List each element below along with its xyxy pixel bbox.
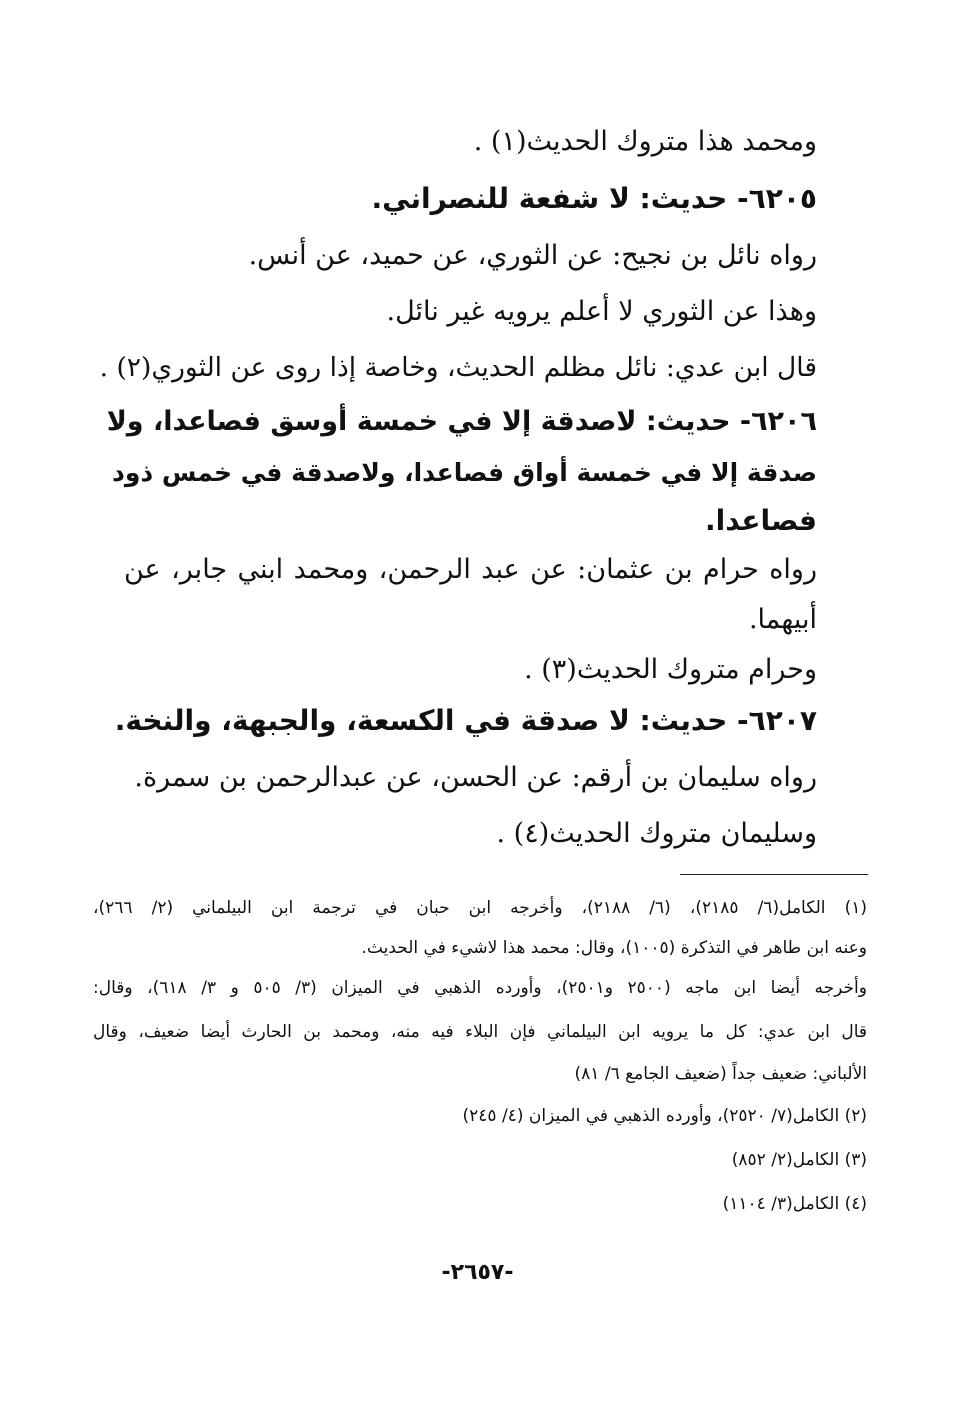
hadith-heading-6207: ٦٢٠٧- حديث: لا صدقة في الكسعة، والجبهة، والنخة. — [114, 704, 817, 737]
footnote-line: الألباني: ضعيف جداً (ضعيف الجامع ٦/ ٨١) — [574, 1064, 867, 1084]
hadith-heading-line: صدقة إلا في خمسة أواق فصاعدا، ولاصدقة في خمس ذود — [112, 458, 817, 487]
body-line: قال ابن عدي: نائل مظلم الحديث، وخاصة إذا روى عن الثوري(٢) . — [99, 352, 817, 383]
footnote-line: وأخرجه أيضا ابن ماجه (٢٥٠٠ و٢٥٠١)، وأورده الذهبي في الميزان (٣/ ٥٠٥ و ٣/ ٦١٨)، وقال: — [93, 978, 867, 998]
body-line: رواه حرام بن عثمان: عن عبد الرحمن، ومحمد ابني جابر، عن — [124, 554, 817, 585]
body-line: وحرام متروك الحديث(٣) . — [524, 654, 817, 685]
hadith-heading-line: فصاعدا. — [705, 504, 817, 537]
footnote-line: (٣) الكامل(٢/ ٨٥٢) — [731, 1150, 867, 1170]
page-number: -٢٦٥٧- — [441, 1260, 514, 1285]
footnote-line: (١) الكامل(٦/ ٢١٨٥)، (٦/ ٢١٨٨)، وأخرجه ابن حبان في ترجمة ابن البيلماني (٢/ ٢٦٦)، — [93, 898, 867, 918]
body-line: رواه سليمان بن أرقم: عن الحسن، عن عبدالرحمن بن سمرة. — [134, 762, 817, 793]
body-line: رواه نائل بن نجيح: عن الثوري، عن حميد، عن أنس. — [248, 240, 817, 271]
footnote-line: وعنه ابن طاهر في التذكرة (١٠٠٥)، وقال: محمد هذا لاشيء في الحديث. — [361, 938, 867, 958]
body-line: ومحمد هذا متروك الحديث(١) . — [473, 126, 817, 157]
footnote-line: قال ابن عدي: كل ما يرويه ابن البيلماني فإن البلاء فيه منه، ومحمد بن الحارث أيضا ضعيف، وقال — [93, 1022, 867, 1042]
hadith-heading-6205: ٦٢٠٥- حديث: لا شفعة للنصراني. — [371, 182, 817, 215]
footnote-line: (٢) الكامل(٧/ ٢٥٢٠)، وأورده الذهبي في الميزان (٤/ ٢٤٥) — [462, 1106, 867, 1126]
body-line: أبيهما. — [748, 604, 817, 635]
body-line: وسليمان متروك الحديث(٤) . — [496, 818, 817, 849]
footnote-separator — [680, 874, 868, 875]
footnote-line: (٤) الكامل(٣/ ١١٠٤) — [722, 1194, 867, 1214]
hadith-heading-6206: ٦٢٠٦- حديث: لاصدقة إلا في خمسة أوسق فصاعدا، ولا — [106, 406, 817, 437]
body-line: وهذا عن الثوري لا أعلم يرويه غير نائل. — [386, 296, 817, 327]
